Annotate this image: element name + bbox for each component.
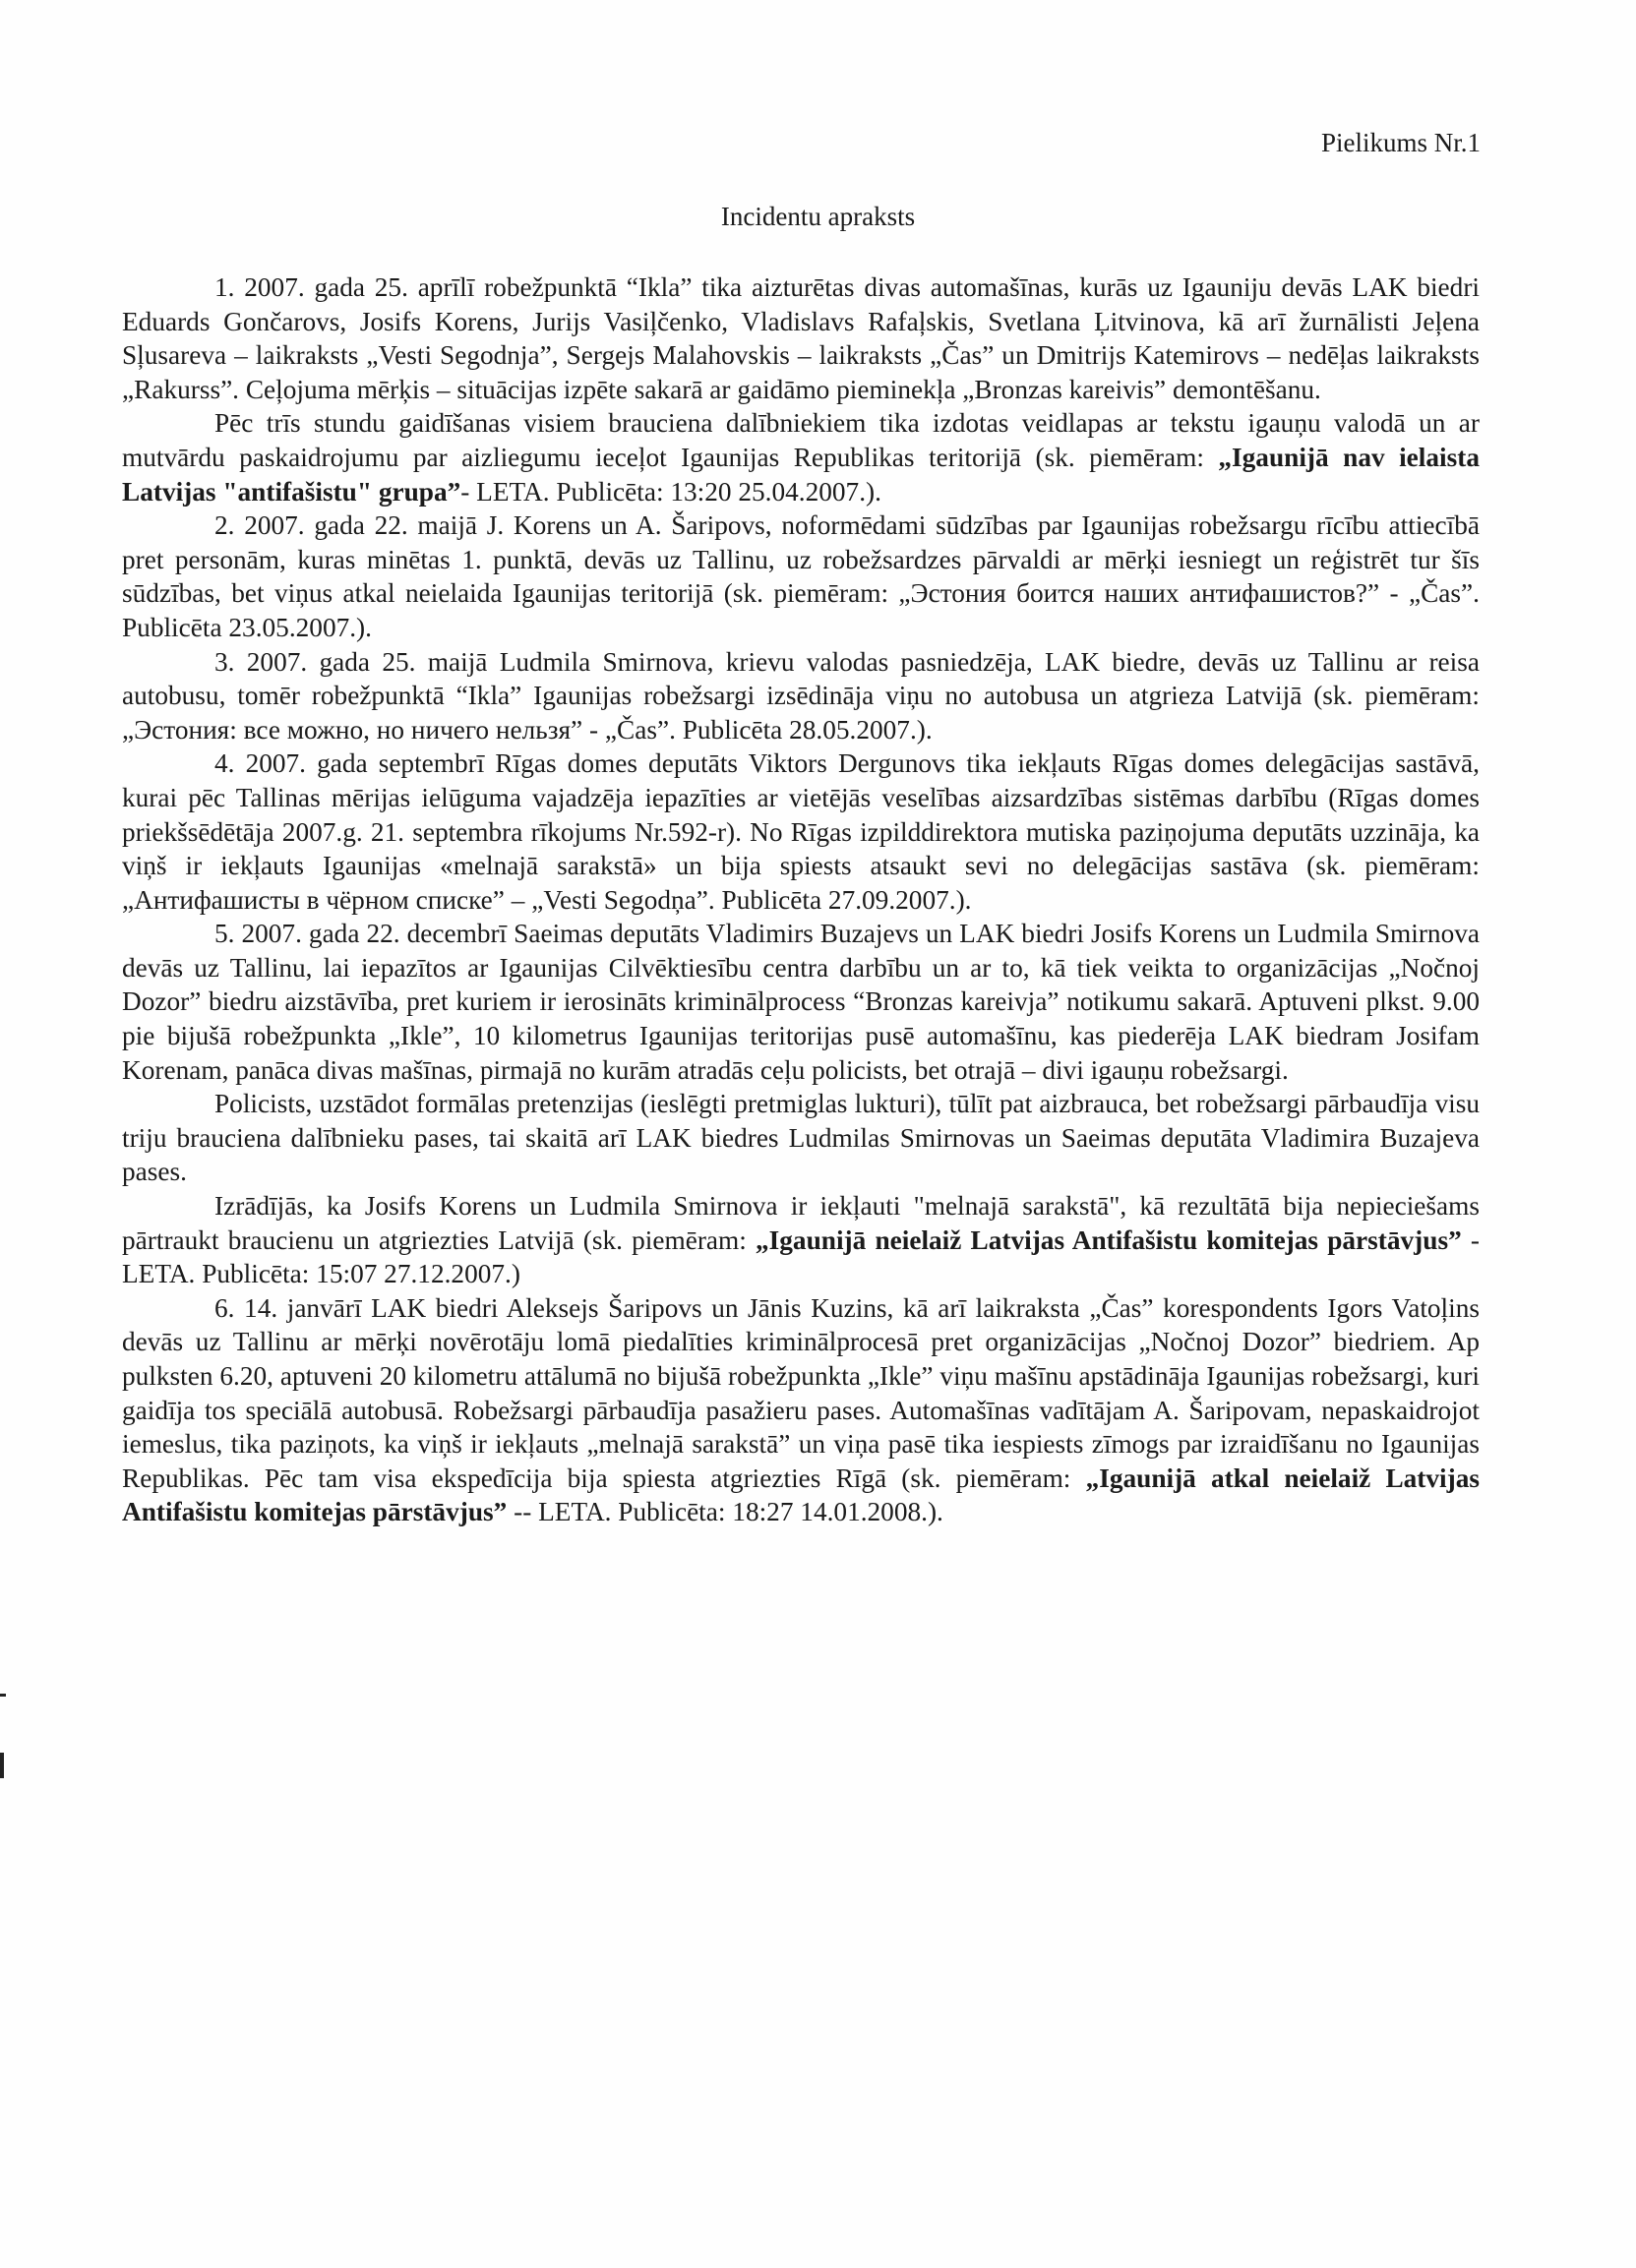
incident-paragraph <box>122 917 1480 1087</box>
incident-paragraph <box>122 746 1480 917</box>
scan-edge-mark <box>0 1694 6 1697</box>
paragraph-text: - LETA. Publicēta: 15:07 27.12.2007.) <box>122 1224 1480 1289</box>
paragraph-text: 4. 2007. gada septembrī Rīgas domes deputāts Viktors Dergunovs tika iekļauts Rīgas domes delegācijas sastāvā, kurai pēc Tallinas mērijas ielūguma vajadzēja iepazīties ar vietējās veselības aizsardzības sistēmas darbību (Rīgas domes priekšsēdētāja 2007.g. 21. septembra rīkojums Nr.592-r). No Rīgas izpilddirektora mutiska paziņojuma deputāts uzzināja, ka viņš ir iekļauts Igaunijas «melnajā sarakstā» un bija spiests atsaukt sevi no delegācijas sastāva (sk. piemēram: „Антифашисты в чёрном списке” – „Vesti Segodņa”. Publicēta 27.09.2007.). <box>122 748 1480 915</box>
incident-paragraph <box>122 1087 1480 1189</box>
annex-number: Pielikums Nr.1 <box>1320 128 1481 157</box>
scan-edge-mark <box>0 1753 4 1778</box>
paragraph-text: Policists, uzstādot formālas pretenzijas (ieslēgti pretmiglas lukturi), tūlīt pat aizbrauca, bet robežsargi pārbaudīja visu triju brauciena dalībnieku pases, tai skaitā arī LAK biedres Ludmilas Smirnovas un Saeimas deputāta Vladimira Buzajeva pases. <box>122 1089 1480 1187</box>
incident-paragraph <box>122 1189 1480 1291</box>
paragraph-text: 6. 14. janvārī LAK biedri Aleksejs Šaripovs un Jānis Kuzins, kā arī laikraksta „Čas” korespondents Igors Vatoļins devās uz Tallinu ar mērķi novērotāju lomā piedalīties kriminālprocesā pret organizācijas „Nočnoj Dozor” biedriem. Ap pulksten 6.20, aptuveni 20 kilometru attālumā no bijušā robežpunkta „Ikle” viņu mašīnu apstādināja Igaunijas robežsargi, kuri gaidīja tos speciālā autobusā. Robežsargi pārbaudīja pasažieru pases. Automašīnas vadītājam A. Šaripovam, nepaskaidrojot iemeslus, tika paziņots, ka viņš ir iekļauts „melnajā sarakstā” un viņa pasē tika iespiests zīmogs par izraidīšanu no Igaunijas Republikas. Pēc tam visa ekspedīcija bija spiesta atgriezties Rīgā (sk. piemēram: <box>122 1292 1480 1493</box>
paragraph-text: - LETA. Publicēta: 13:20 25.04.2007.). <box>460 476 881 507</box>
incident-paragraph <box>122 508 1480 644</box>
paragraph-text: -- LETA. Publicēta: 18:27 14.01.2008.). <box>507 1497 943 1527</box>
paragraph-text: 3. 2007. gada 25. maijā Ludmila Smirnova, krievu valodas pasniedzēja, LAK biedre, devās uz Tallinu ar reisa autobusu, tomēr robežpunktā “Ikla” Igaunijas robežsargi izsēdināja viņu no autobusa un atgrieza Latvijā (sk. piemēram: „Эстония: все можно, но ничего нельзя” - „Čas”. Publicēta 28.05.2007.). <box>122 646 1480 745</box>
document-title: Incidentu apraksts <box>720 202 916 231</box>
incident-paragraph <box>122 645 1480 747</box>
paragraph-text: Pēc trīs stundu gaidīšanas visiem brauciena dalībniekiem tika izdotas veidlapas ar tekstu igauņu valodā un ar mutvārdu paskaidrojumu par aizliegumu ieceļot Igaunijas Republikas teritorijā (sk. piemēram: <box>122 408 1480 472</box>
paragraph-text: 1. 2007. gada 25. aprīlī robežpunktā “Ikla” tika aizturētas divas automašīnas, kurās uz Igauniju devās LAK biedri Eduards Gončarovs, Josifs Korens, Jurijs Vasiļčenko, Vladislavs Rafaļskis, Svetlana Ļitvinova, kā arī žurnālisti Jeļena Sļusareva – laikraksts „Vesti Segodnja”, Sergejs Malahovskis – laikraksts „Čas” un Dmitrijs Katemirovs – nedēļas laikraksts „Rakurss”. Ceļojuma mērķis – situācijas izpēte sakarā ar gaidāmo pieminekļa „Bronzas kareivis” demontēšanu. <box>122 272 1480 404</box>
article-headline: „Igaunijā neielaiž Latvijas Antifašistu komitejas pārstāvjus” <box>756 1224 1462 1255</box>
article-headline: „Igaunijā nav ielaista Latvijas "antifašistu" grupa” <box>122 442 1480 507</box>
incident-paragraph <box>122 406 1480 508</box>
document-body <box>122 270 1480 1529</box>
incident-paragraph <box>122 270 1480 406</box>
paragraph-text: Izrādījās, ka Josifs Korens un Ludmila Smirnova ir iekļauti "melnajā sarakstā", kā rezultātā bija nepieciešams pārtraukt braucienu un atgriezties Latvijā (sk. piemēram: <box>122 1191 1480 1255</box>
incident-paragraph <box>122 1291 1480 1529</box>
article-headline: „Igaunijā atkal neielaiž Latvijas Antifašistu komitejas pārstāvjus” <box>122 1462 1480 1527</box>
paragraph-text: 5. 2007. gada 22. decembrī Saeimas deputāts Vladimirs Buzajevs un LAK biedri Josifs Korens un Ludmila Smirnova devās uz Tallinu, lai iepazītos ar Igaunijas Cilvēktiesību centra darbību un ar to, kā tiek veikta to organizācijas „Nočnoj Dozor” biedru aizstāvība, pret kuriem ir ierosināts kriminālprocess “Bronzas kareivja” notikumu sakarā. Aptuveni plkst. 9.00 pie bijušā robežpunkta „Ikle”, 10 kilometrus Igaunijas teritorijas pusē automašīnu, kas piederēja LAK biedram Josifam Korenam, panāca divas mašīnas, pirmajā no kurām atradās ceļu policists, bet otrajā – divi igauņu robežsargi. <box>122 919 1480 1085</box>
paragraph-text: 2. 2007. gada 22. maijā J. Korens un A. Šaripovs, noformēdami sūdzības par Igaunijas robežsargu rīcību attiecībā pret personām, kuras minētas 1. punktā, devās uz Tallinu, uz robežsardzes pārvaldi ar mērķi iesniegt un reģistrēt tur šīs sūdzības, bet viņus atkal neielaida Igaunijas teritorijā (sk. piemēram: „Эстония боится наших антифашистов?” - „Čas”. Publicēta 23.05.2007.). <box>122 510 1480 642</box>
